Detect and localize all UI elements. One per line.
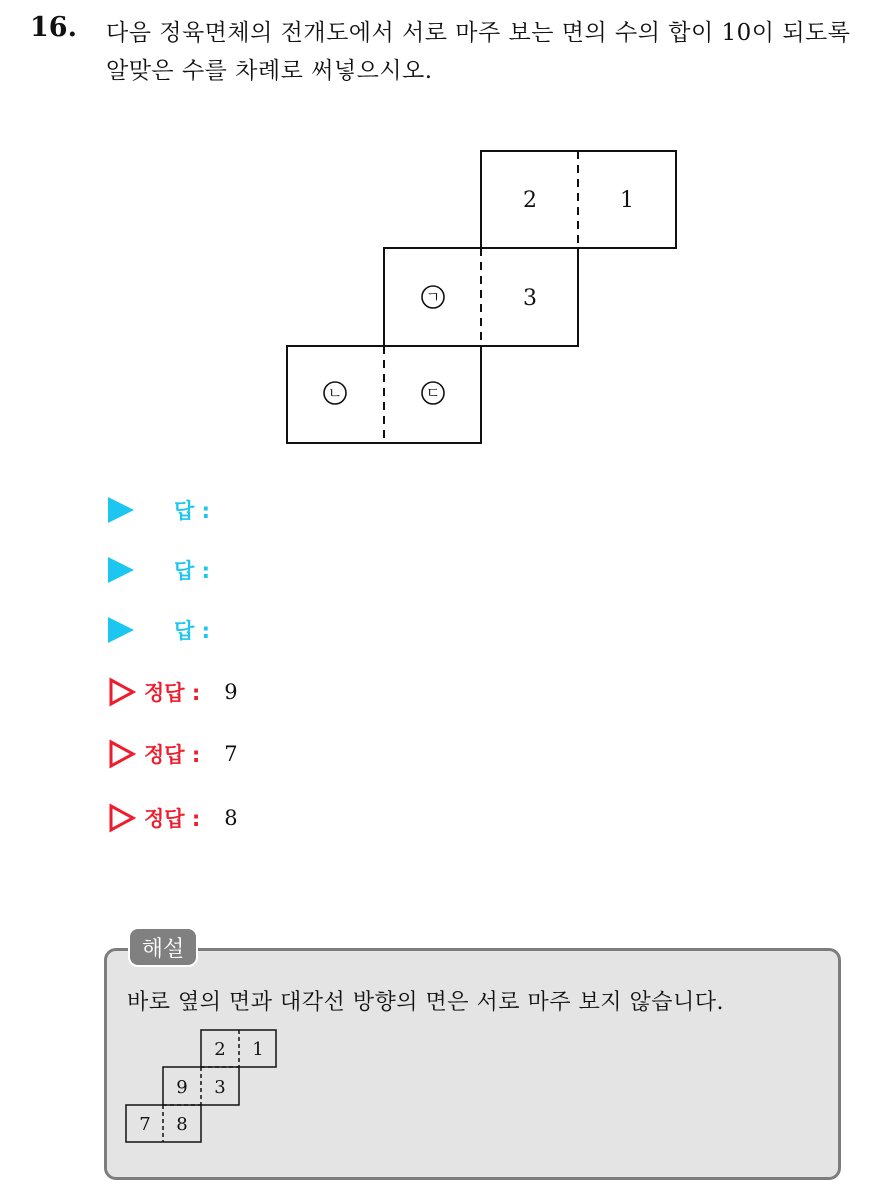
play-triangle-icon — [108, 557, 134, 583]
outline-triangle-icon — [108, 803, 136, 833]
net-face-giyeok: ㄱ — [425, 288, 441, 306]
answer-key-label: 정답 : — [144, 743, 201, 767]
answer-key-row-3 — [108, 800, 238, 836]
answer-row-3[interactable] — [108, 612, 210, 648]
net-face-1: 1 — [620, 188, 634, 213]
net-face-3: 3 — [523, 286, 537, 311]
answer-label: 답 : — [174, 499, 210, 523]
solution-box — [104, 948, 841, 1180]
net-face-digeut: ㄷ — [425, 384, 441, 402]
answer-key-value: 8 — [224, 806, 238, 830]
play-triangle-icon — [108, 617, 134, 643]
answer-key-label: 정답 : — [144, 681, 201, 705]
mini-face: 7 — [139, 1114, 151, 1135]
play-triangle-icon — [108, 497, 134, 523]
solution-tab: 해설 — [128, 927, 198, 967]
answer-row-2[interactable] — [108, 552, 210, 588]
answer-key-value: 9 — [224, 680, 238, 704]
answer-key-row-1 — [108, 674, 238, 710]
answer-key-row-2 — [108, 736, 238, 772]
answer-key-label: 정답 : — [144, 807, 201, 831]
question-text: 다음 정육면체의 전개도에서 서로 마주 보는 면의 수의 합이 10이 되도록 알맞은 수를 차례로 써넣으시오. — [106, 20, 851, 84]
outline-triangle-icon — [108, 739, 136, 769]
outline-triangle-icon — [108, 677, 136, 707]
mini-face: 3 — [214, 1077, 226, 1098]
answer-label: 답 : — [174, 559, 210, 583]
cube-net-diagram — [0, 0, 884, 470]
question-number: 16. — [30, 12, 77, 43]
mini-face: 2 — [214, 1039, 226, 1060]
answer-key-value: 7 — [224, 742, 238, 766]
answer-row-1[interactable] — [108, 492, 210, 528]
mini-face: 1 — [252, 1039, 264, 1060]
answer-label: 답 : — [174, 619, 210, 643]
solution-text: 바로 옆의 면과 대각선 방향의 면은 서로 마주 보지 않습니다. — [127, 990, 724, 1015]
net-face-2: 2 — [523, 188, 537, 213]
net-face-nieun: ㄴ — [327, 384, 343, 402]
mini-face: 8 — [176, 1114, 188, 1135]
mini-face: 9 — [176, 1077, 188, 1098]
